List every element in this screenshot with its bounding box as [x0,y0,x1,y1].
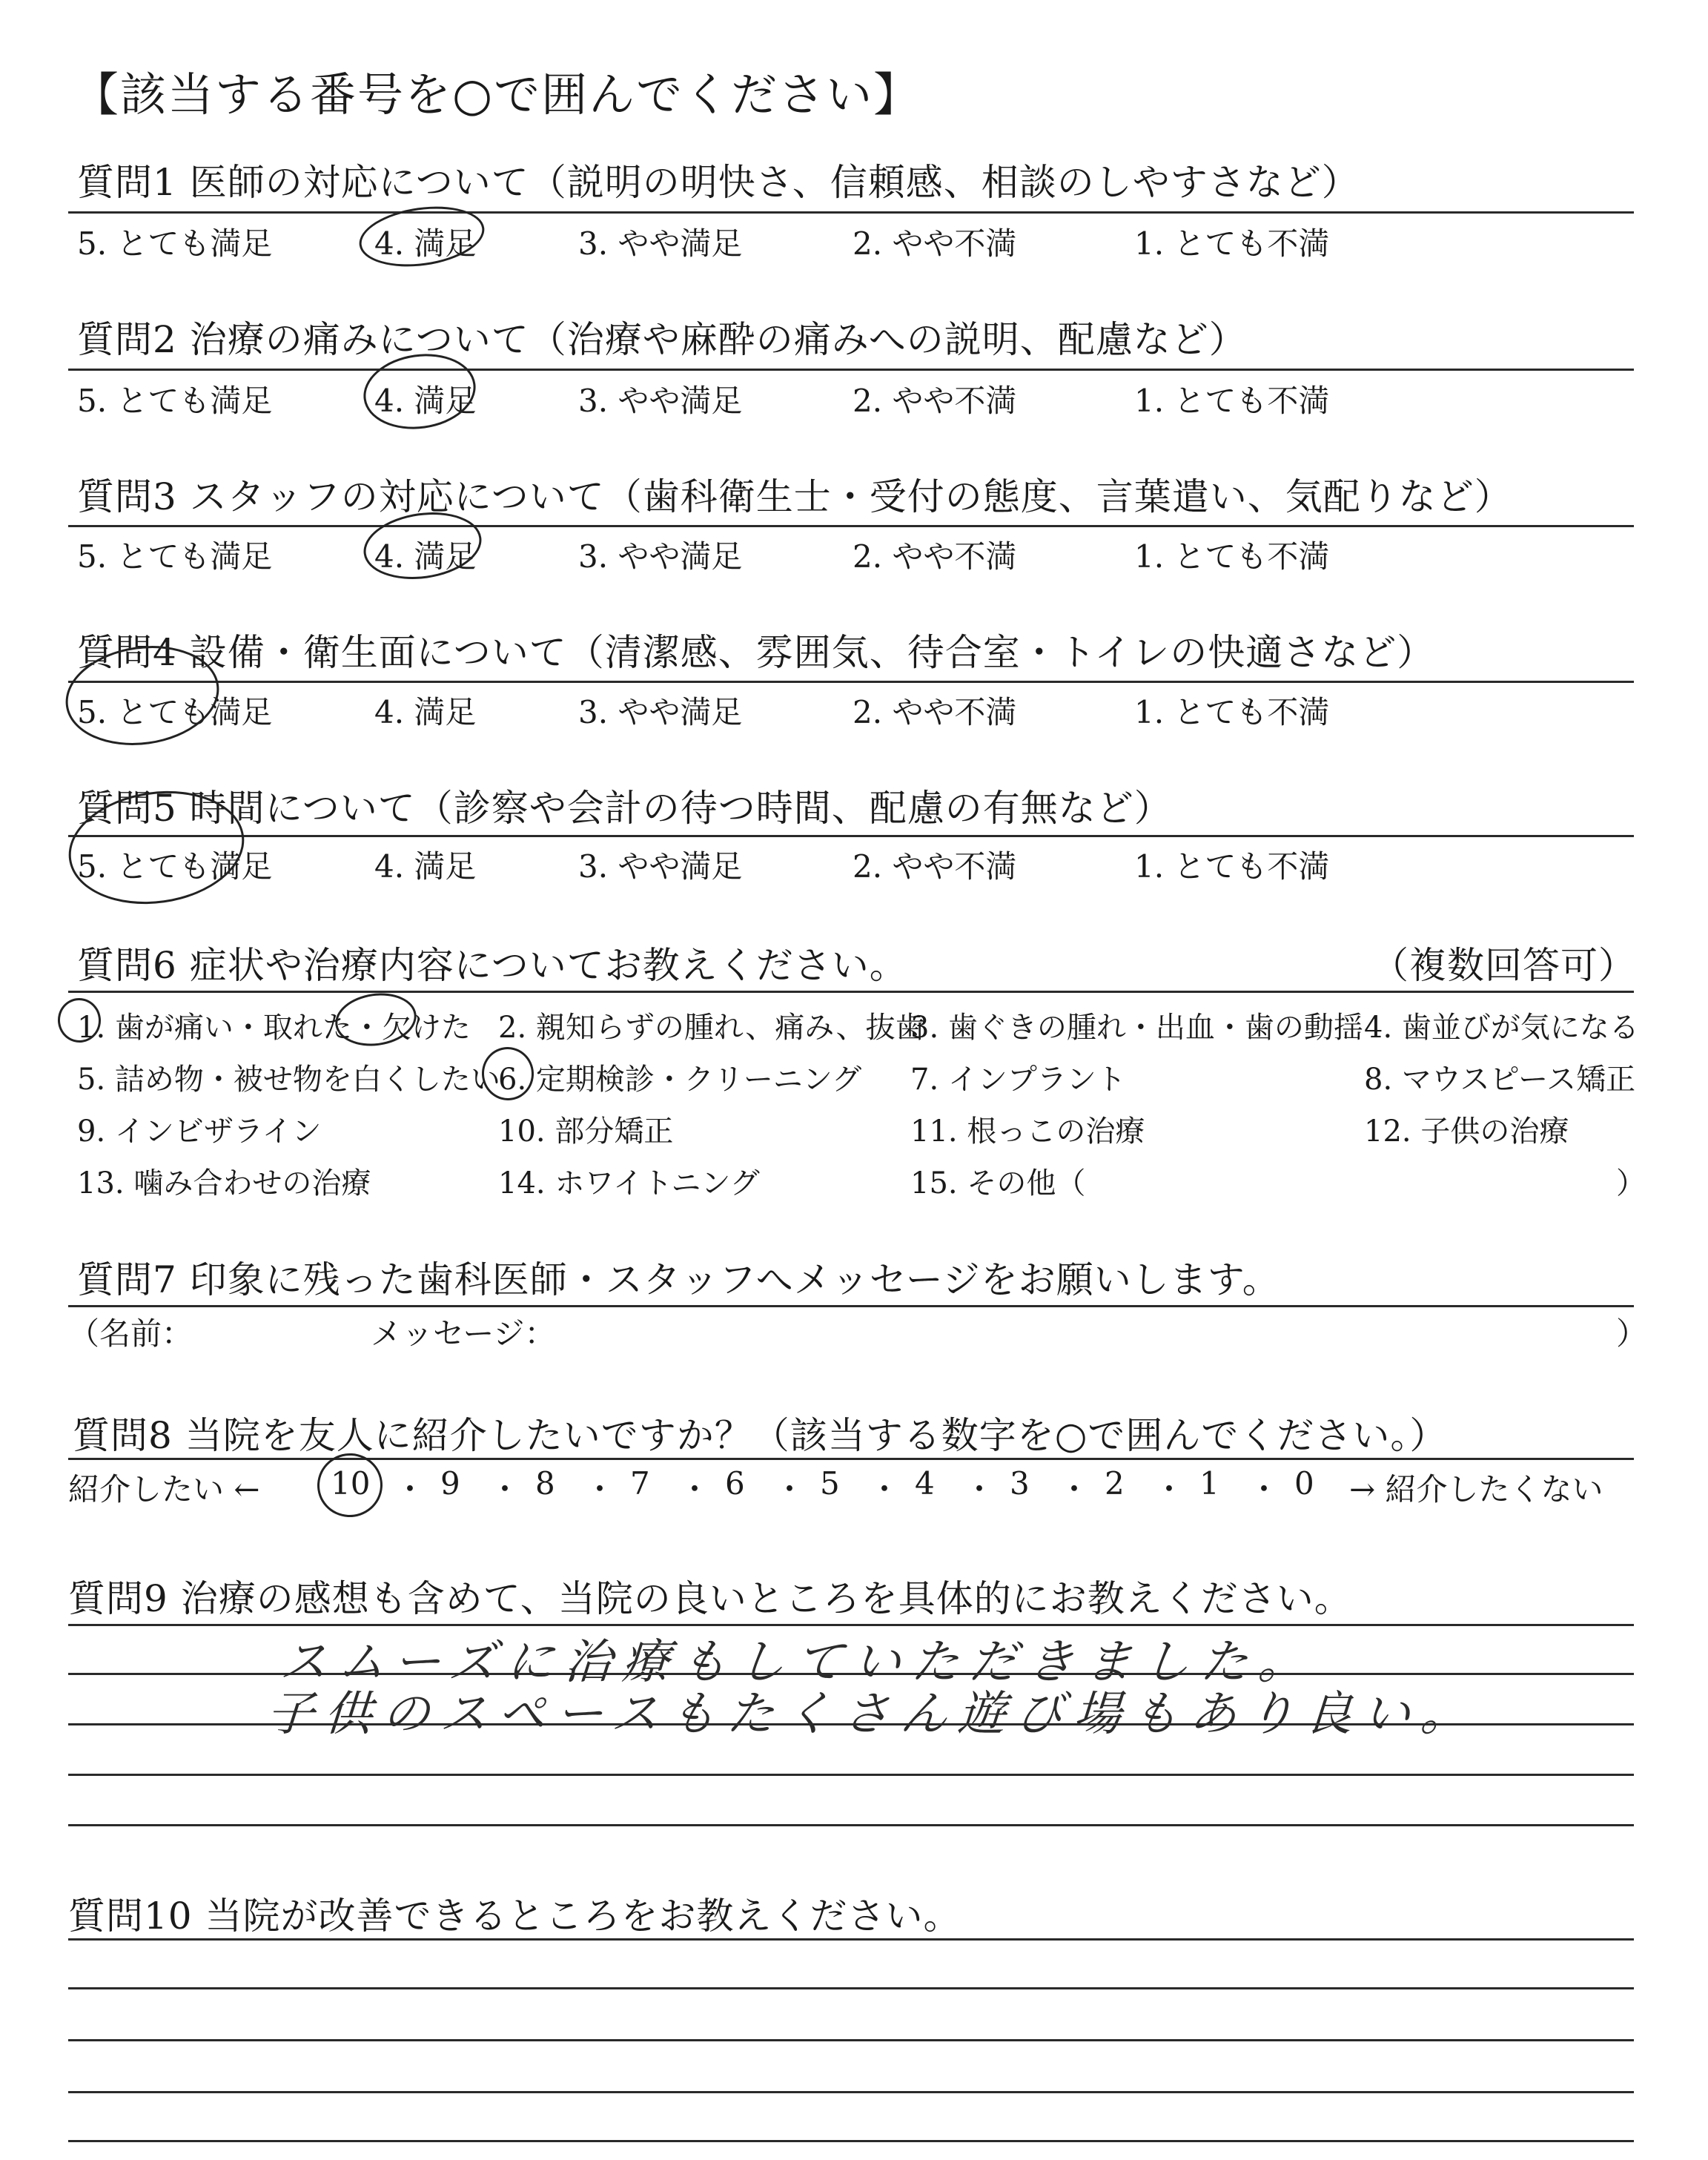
option-2[interactable]: 2. やや不満 [853,383,1017,419]
symptom-option[interactable]: 7. インプラント [910,1063,1126,1097]
name-label: （名前： [68,1315,193,1352]
scale-4[interactable]: 4 [915,1465,935,1502]
scale-dot: ・ [584,1471,616,1507]
symptom-option[interactable]: 10. 部分矯正 [498,1114,674,1149]
question-title: 質問5 時間について（診察や会計の待つ時間、配慮の有無など） [77,787,1172,830]
scale-3[interactable]: 3 [1010,1465,1030,1502]
question-title: 質問8 当院を友人に紹介したいですか？（該当する数字を○で囲んでください。） [73,1414,1448,1457]
writing-line [68,2140,1634,2142]
option-1[interactable]: 1. とても不満 [1134,538,1330,575]
symptom-option[interactable]: 8. マウスピース矯正 [1364,1063,1636,1097]
scale-2[interactable]: 2 [1105,1465,1125,1502]
symptom-option[interactable]: 9. インビザライン [77,1114,322,1149]
option-3[interactable]: 3. やや満足 [578,848,743,885]
divider [68,1458,1634,1460]
writing-line [68,2039,1634,2041]
writing-line [68,2091,1634,2093]
scale-8[interactable]: 8 [535,1465,555,1502]
option-5[interactable]: 5. とても満足 [77,848,273,885]
message-label: メッセージ： [371,1315,556,1352]
not-recommend-label: → 紹介したくない [1349,1471,1603,1507]
option-2[interactable]: 2. やや不満 [853,538,1017,575]
question-title: 質問7 印象に残った歯科医師・スタッフへメッセージをお願いします。 [77,1258,1280,1301]
divider [68,991,1634,993]
writing-line [68,1774,1634,1776]
symptom-option[interactable]: 4. 歯並びが気になる [1364,1011,1639,1045]
scale-1[interactable]: 1 [1199,1465,1219,1502]
question-title: 質問9 治療の感想も含めて、当院の良いところを具体的にお教えください。 [68,1577,1352,1620]
option-3[interactable]: 3. やや満足 [578,538,743,575]
symptom-option[interactable]: 14. ホワイトニング [498,1166,760,1200]
option-5[interactable]: 5. とても満足 [77,694,273,730]
option-4[interactable]: 4. 満足 [374,538,477,575]
option-5[interactable]: 5. とても満足 [77,538,273,575]
recommend-label: 紹介したい ← [68,1471,260,1507]
symptom-option[interactable]: 6. 定期検診・クリーニング [498,1063,862,1097]
option-5[interactable]: 5. とても満足 [77,225,273,262]
writing-line [68,1938,1634,1941]
symptom-option[interactable]: 2. 親知らずの腫れ、痛み、抜歯 [498,1011,925,1045]
question-title: 質問4 設備・衛生面について（清潔感、雰囲気、待合室・トイレの快適さなど） [77,631,1435,674]
scale-dot: ・ [489,1471,521,1507]
option-1[interactable]: 1. とても不満 [1134,225,1330,262]
symptom-option[interactable]: 12. 子供の治療 [1364,1114,1569,1149]
scale-dot: ・ [774,1471,806,1507]
scale-dot: ・ [394,1471,426,1507]
question-title: 質問3 スタッフの対応について（歯科衛生士・受付の態度、言葉遣い、気配りなど） [77,475,1512,518]
symptom-option[interactable]: 13. 噛み合わせの治療 [77,1166,371,1200]
other-close-paren: ） [1616,1166,1646,1200]
symptom-option[interactable]: 3. 歯ぐきの腫れ・出血・歯の動揺 [910,1011,1363,1045]
option-3[interactable]: 3. やや満足 [578,694,743,730]
symptom-option[interactable]: 5. 詰め物・被せ物を白くしたい [77,1063,500,1097]
divider [68,681,1634,683]
handwritten-answer: スムーズに治療もしていただきました。 [277,1635,1318,1690]
scale-dot: ・ [1248,1471,1280,1507]
question-title: 質問2 治療の痛みについて（治療や麻酔の痛みへの説明、配慮など） [77,318,1247,361]
scale-dot: ・ [869,1471,901,1507]
divider [68,525,1634,527]
option-2[interactable]: 2. やや不満 [853,225,1017,262]
question-title: 質問1 医師の対応について（説明の明快さ、信頼感、相談のしやすさなど） [77,161,1360,204]
option-4[interactable]: 4. 満足 [374,383,477,419]
scale-dot: ・ [1059,1471,1090,1507]
divider [68,1305,1634,1307]
scale-dot: ・ [964,1471,996,1507]
option-1[interactable]: 1. とても不満 [1134,694,1330,730]
writing-line [68,1824,1634,1826]
option-2[interactable]: 2. やや不満 [853,848,1017,885]
option-4[interactable]: 4. 満足 [374,848,477,885]
option-3[interactable]: 3. やや満足 [578,383,743,419]
option-3[interactable]: 3. やや満足 [578,225,743,262]
scale-dot: ・ [679,1471,711,1507]
symptom-option[interactable]: 1. 歯が痛い・取れた・欠けた [77,1011,471,1045]
question-title: 質問10 当院が改善できるところをお教えください。 [68,1895,961,1938]
scale-5[interactable]: 5 [820,1465,840,1502]
multiple-answer-note: （複数回答可） [1371,944,1636,987]
scale-0[interactable]: 0 [1294,1465,1314,1502]
option-4[interactable]: 4. 満足 [374,225,477,262]
option-4[interactable]: 4. 満足 [374,694,477,730]
question-title: 質問6 症状や治療内容についてお教えください。 [77,944,907,987]
option-1[interactable]: 1. とても不満 [1134,383,1330,419]
symptom-option[interactable]: 15. その他（ [910,1166,1086,1200]
option-5[interactable]: 5. とても満足 [77,383,273,419]
writing-line [68,1987,1634,1989]
option-2[interactable]: 2. やや不満 [853,694,1017,730]
divider [68,835,1634,837]
divider [68,369,1634,371]
scale-10[interactable]: 10 [331,1465,371,1502]
scale-dot: ・ [1153,1471,1185,1507]
close-paren: ） [1616,1315,1648,1352]
divider [68,211,1634,214]
scale-6[interactable]: 6 [725,1465,745,1502]
scale-7[interactable]: 7 [630,1465,650,1502]
scale-9[interactable]: 9 [440,1465,460,1502]
form-header: 【該当する番号を○で囲んでください】 [73,67,921,122]
option-1[interactable]: 1. とても不満 [1134,848,1330,885]
symptom-option[interactable]: 11. 根っこの治療 [910,1114,1145,1149]
handwritten-answer: 子供のスペースもたくさん遊び場もあり良い。 [264,1687,1480,1742]
